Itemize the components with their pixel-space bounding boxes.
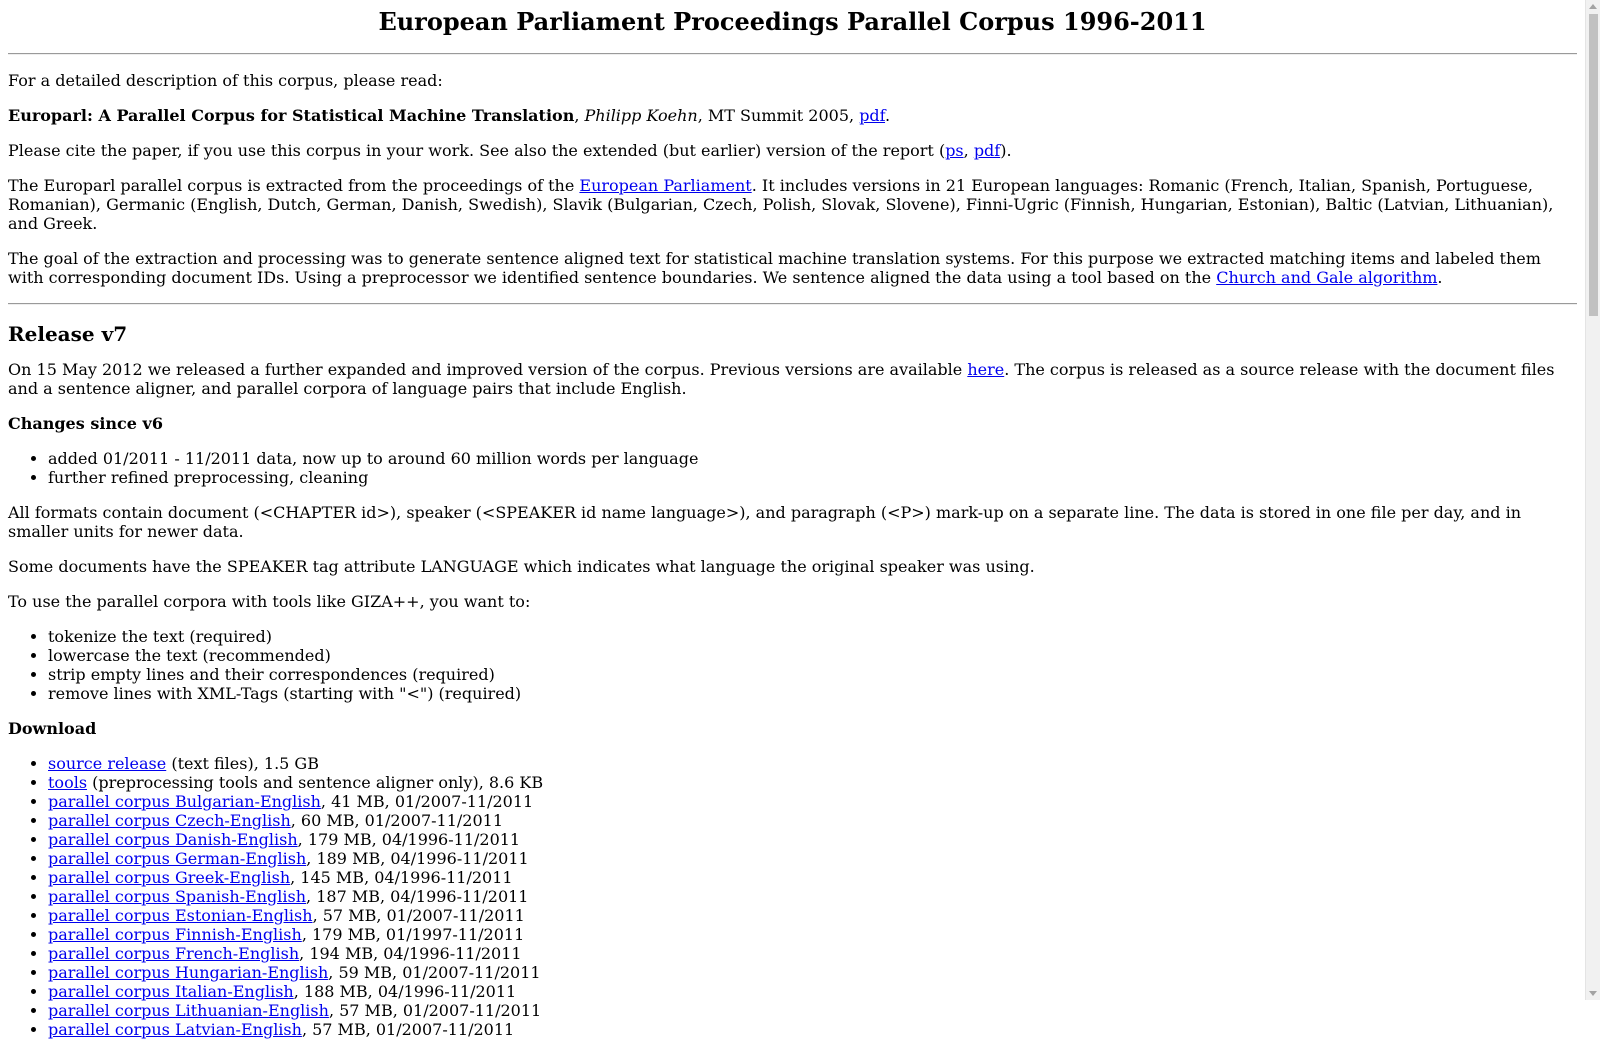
download-link[interactable]: parallel corpus Greek-English: [48, 868, 291, 887]
formats-paragraph: All formats contain document (<CHAPTER id>), speaker (<SPEAKER id name language>), and paragraph (<P>) mark-up on a separate line. The data is stored in one file per day, and in smaller units for newer data.: [8, 503, 1522, 541]
list-item: • strip empty lines and their correspondences (required): [48, 665, 1577, 684]
paper-sep: ,: [574, 106, 585, 125]
download-info: (text files), 1.5 GB: [166, 754, 319, 773]
download-link[interactable]: parallel corpus Hungarian-English: [48, 963, 329, 982]
download-info: , 57 MB, 01/2007-11/2011: [312, 906, 525, 925]
goal-before: The goal of the extraction and processing was to generate sentence aligned text for statistical machine translation systems. For this purpose we extracted matching items and labeled them with corresponding document IDs. Using a preprocessor we identified sentence boundaries. We sentence aligned the data using a tool based on the: [8, 249, 1541, 287]
release-text-after: . The corpus is released as a source release with the document files and a sentence aligner, and parallel corpora of language pairs that include English.: [8, 360, 1555, 398]
download-info: , 145 MB, 04/1996-11/2011: [290, 868, 513, 887]
desc-before: The Europarl parallel corpus is extracted from the proceedings of the: [8, 176, 580, 195]
download-link[interactable]: parallel corpus German-English: [48, 849, 307, 868]
list-item: • added 01/2011 - 11/2011 data, now up to around 60 million words per language: [48, 449, 1577, 468]
scrollbar-thumb[interactable]: [1589, 14, 1598, 316]
speaker-paragraph: Some documents have the SPEAKER tag attribute LANGUAGE which indicates what language the original speaker was using.: [8, 557, 1035, 576]
paper-venue: , MT Summit 2005,: [697, 106, 860, 125]
download-info: , 187 MB, 04/1996-11/2011: [306, 887, 529, 906]
list-item: • remove lines with XML-Tags (starting with "<") (required): [48, 684, 1577, 703]
goal-after: .: [1437, 268, 1443, 287]
download-link[interactable]: parallel corpus Czech-English: [48, 811, 291, 830]
cite-text: Please cite the paper, if you use this corpus in your work. See also the extended (but earlier) version of the report (: [8, 141, 946, 160]
paper-pdf-link[interactable]: pdf: [859, 106, 886, 125]
changes-list: [8, 449, 1577, 487]
download-item: [48, 887, 1577, 906]
cite-end: ).: [1000, 141, 1012, 160]
download-item: [48, 849, 1577, 868]
download-link[interactable]: parallel corpus French-English: [48, 944, 300, 963]
steps-list: [8, 627, 1577, 703]
download-item: [48, 944, 1577, 963]
giza-paragraph: To use the parallel corpora with tools like GIZA++, you want to:: [8, 592, 531, 611]
download-link[interactable]: parallel corpus Danish-English: [48, 830, 298, 849]
download-info: , 59 MB, 01/2007-11/2011: [328, 963, 541, 982]
download-info: , 60 MB, 01/2007-11/2011: [290, 811, 504, 830]
paper-author: Philipp Koehn: [584, 106, 698, 125]
download-info: , 188 MB, 04/1996-11/2011: [293, 982, 517, 1001]
european-parliament-link[interactable]: European Parliament: [579, 176, 752, 195]
download-heading: Download: [8, 719, 97, 738]
report-pdf-link[interactable]: pdf: [973, 141, 1001, 160]
download-item: [48, 868, 1577, 887]
download-link[interactable]: parallel corpus Spanish-English: [48, 887, 307, 906]
divider-top: [8, 53, 1577, 55]
page-content: [0, 8, 1585, 1039]
church-gale-link[interactable]: Church and Gale algorithm: [1216, 268, 1438, 287]
cite-paragraph: [8, 141, 1577, 160]
download-link[interactable]: parallel corpus Latvian-English: [48, 1020, 302, 1039]
list-item: • tokenize the text (required): [48, 627, 1577, 646]
page-title: European Parliament Proceedings Parallel Corpus 1996-2011: [378, 7, 1207, 36]
download-link[interactable]: source release: [48, 754, 167, 773]
scroll-up-arrow-icon[interactable]: [1589, 4, 1597, 9]
download-item: [48, 773, 1577, 792]
download-item: [48, 754, 1577, 773]
download-list: [8, 754, 1577, 1039]
paper-reference: [8, 106, 1577, 125]
list-item: • further refined preprocessing, cleaning: [48, 468, 1577, 487]
paper-end: .: [885, 106, 891, 125]
download-info: , 57 MB, 01/2007-11/2011: [301, 1020, 515, 1039]
download-item: [48, 792, 1577, 811]
report-ps-link[interactable]: ps: [945, 141, 964, 160]
download-info: , 179 MB, 04/1996-11/2011: [297, 830, 521, 849]
download-link[interactable]: parallel corpus Lithuanian-English: [48, 1001, 329, 1020]
desc-after: . It includes versions in 21 European languages: Romanic (French, Italian, Spanish, Portuguese, Romanian), Germanic (English, Dutch, German, Danish, Swedish), Slavik (Bulgarian, Czech, Polish, Slovak, Slovene), Finni-Ugric (Finnish, Hungarian, Estonian), Baltic (Latvian, Lithuanian), and Greek.: [8, 176, 1554, 233]
paper-title: Europarl: A Parallel Corpus for Statistical Machine Translation: [8, 106, 575, 125]
previous-versions-link[interactable]: here: [967, 360, 1005, 379]
release-text-before: On 15 May 2012 we released a further expanded and improved version of the corpus. Previous versions are available: [8, 360, 968, 379]
download-link[interactable]: parallel corpus Finnish-English: [48, 925, 302, 944]
goal-paragraph: [8, 249, 1577, 287]
intro-read-text: For a detailed description of this corpus, please read:: [8, 71, 443, 90]
list-item: • lowercase the text (recommended): [48, 646, 1577, 665]
download-link[interactable]: parallel corpus Italian-English: [48, 982, 294, 1001]
download-info: , 41 MB, 01/2007-11/2011: [320, 792, 534, 811]
divider-middle: [8, 303, 1577, 305]
download-link[interactable]: tools: [48, 773, 88, 792]
download-info: (preprocessing tools and sentence aligner only), 8.6 KB: [87, 773, 544, 792]
download-link[interactable]: parallel corpus Estonian-English: [48, 906, 313, 925]
release-paragraph: [8, 360, 1577, 398]
download-item: [48, 1001, 1577, 1020]
download-info: , 194 MB, 04/1996-11/2011: [299, 944, 522, 963]
cite-comma: ,: [963, 141, 974, 160]
download-item: [48, 830, 1577, 849]
download-info: , 179 MB, 01/1997-11/2011: [301, 925, 525, 944]
download-item: [48, 906, 1577, 925]
download-item: [48, 982, 1577, 1001]
download-link[interactable]: parallel corpus Bulgarian-English: [48, 792, 321, 811]
download-item: [48, 963, 1577, 982]
vertical-scrollbar[interactable]: [1585, 0, 1600, 1000]
changes-heading: Changes since v6: [8, 414, 163, 433]
corpus-description: [8, 176, 1577, 233]
download-item: [48, 1020, 1577, 1039]
download-item: [48, 811, 1577, 830]
download-item: [48, 925, 1577, 944]
release-heading: Release v7: [8, 322, 128, 346]
download-info: , 57 MB, 01/2007-11/2011: [328, 1001, 542, 1020]
scroll-down-arrow-icon[interactable]: [1589, 991, 1597, 996]
download-info: , 189 MB, 04/1996-11/2011: [306, 849, 529, 868]
